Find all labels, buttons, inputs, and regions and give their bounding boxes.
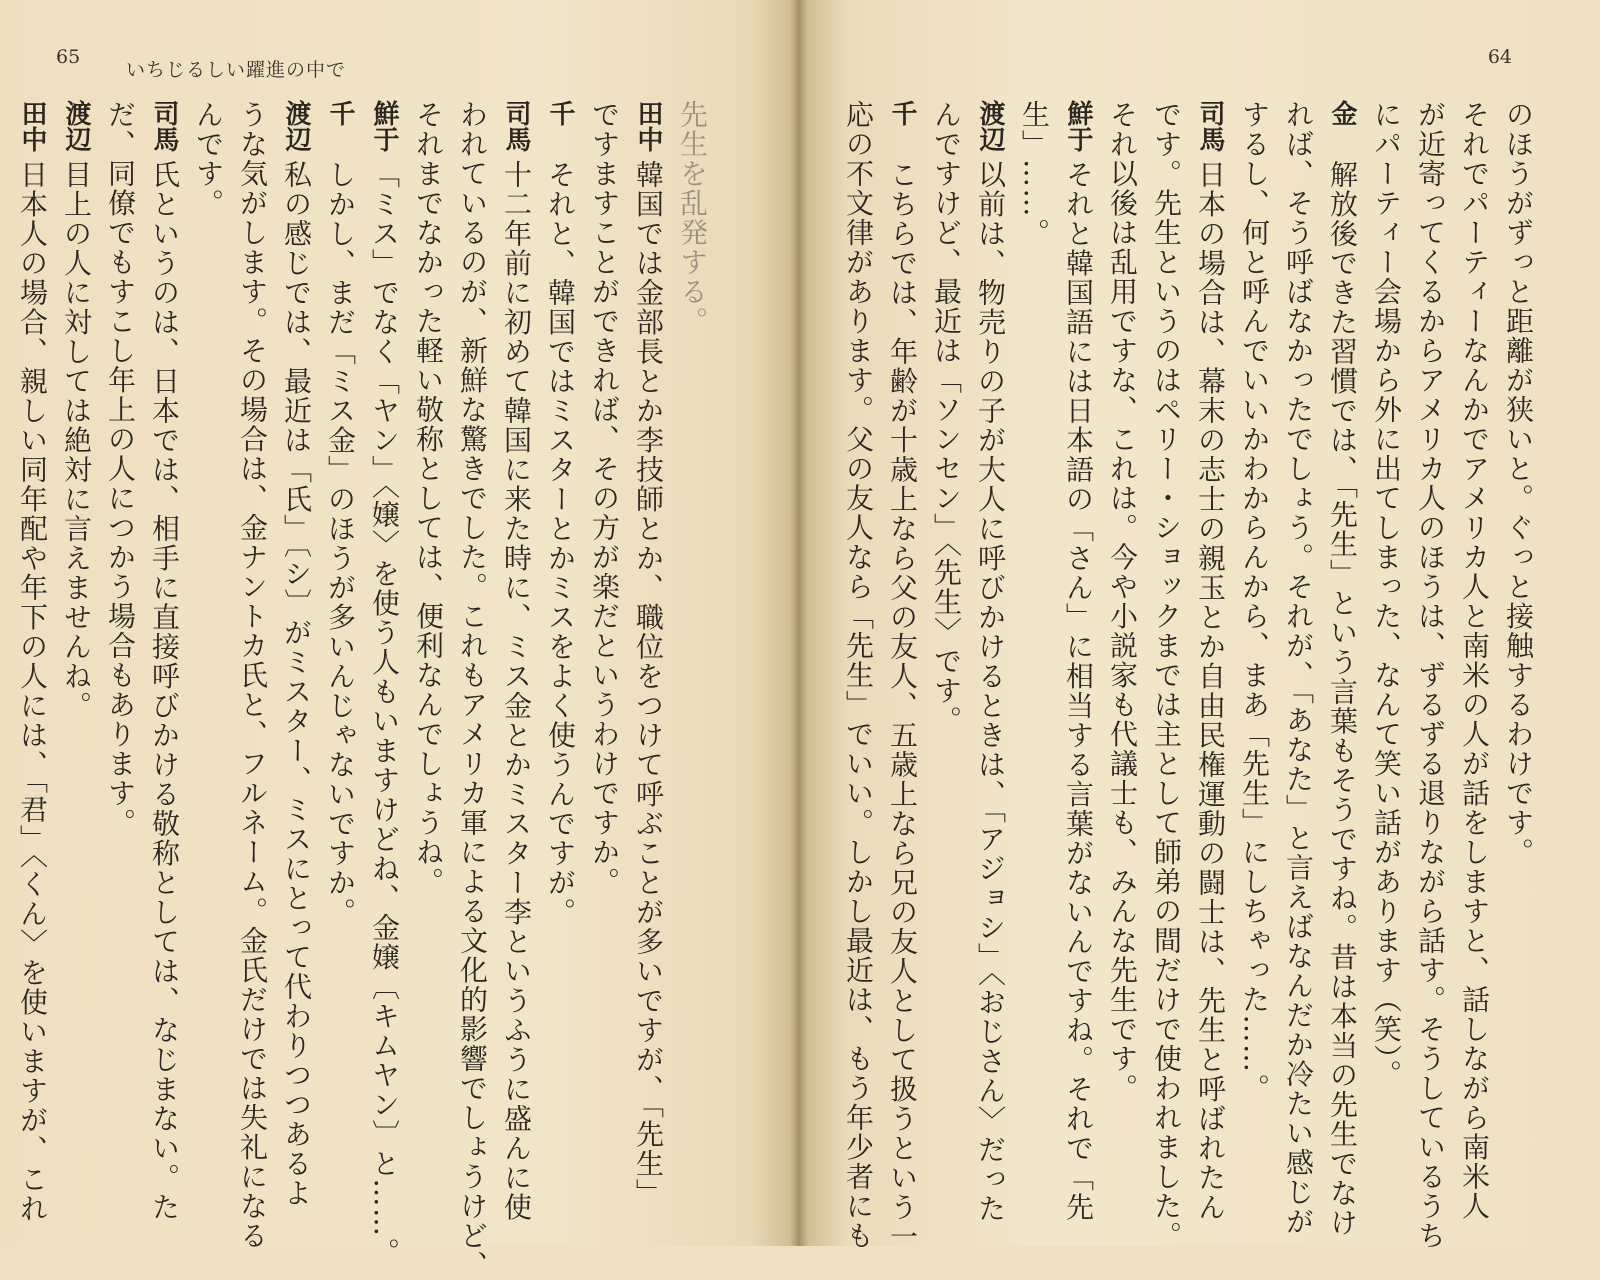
text-line	[406, 100, 450, 1215]
text-line	[10, 100, 54, 1224]
speaker-label: 鮮于	[1063, 100, 1093, 152]
text-line	[1452, 100, 1496, 1221]
line-text: うな気がします。その場合は、金ナントカ氏と、フルネーム。金氏だけでは失礼になる	[236, 100, 269, 1251]
line-text: 「ミス」でなく「ヤン」〈嬢〉を使う人もいますけどね、金嬢〔キムヤン〕と……。	[368, 160, 401, 1267]
line-text: それと韓国語には日本語の「さん」に相当する言葉がないんですね。それで「先	[1062, 160, 1095, 1222]
speaker-label: 金	[1327, 100, 1357, 126]
line-text: 目上の人に対しては絶対に言えませんね。	[60, 160, 93, 721]
text-line	[670, 100, 714, 1215]
speaker-label: 千	[887, 100, 917, 126]
page-number: 64	[1487, 46, 1512, 68]
text-line	[142, 100, 186, 1222]
text-line	[538, 100, 582, 1215]
text-line	[450, 100, 494, 1280]
line-text: 十二年前に初めて韓国に来た時に、ミス金とかミスター李というふうに盛んに使	[500, 160, 533, 1222]
line-text: れば、そう呼ばなかったでしょう。それが、「あなた」と言えばなんだか冷たい感じが	[1282, 100, 1315, 1237]
running-title: いちじるしい躍進の中で	[126, 59, 347, 81]
line-text: それ以後は乱用ですな、これは。今や小説家も代議士も、みんな先生です。	[1106, 100, 1139, 1103]
line-text: 生」……。	[1018, 100, 1051, 248]
line-text: のほうがずっと距離が狭いと。ぐっと接触するわけです。	[1502, 100, 1535, 867]
text-line	[1188, 100, 1232, 1222]
line-text: それと、韓国ではミスターとかミスをよく使うんですが。	[544, 160, 577, 927]
text-line	[318, 100, 362, 1215]
line-text: 日本人の場合、親しい同年配や年下の人には、「君」〈くん〉を使いますが、これ	[16, 160, 49, 1224]
text-line	[186, 100, 230, 1215]
line-text: こちらでは、年齢が十歳上なら父の友人、五歳上なら兄の友人として扱うという一	[886, 160, 919, 1252]
text-line	[1408, 100, 1452, 1251]
text-line	[1320, 100, 1364, 1238]
line-text: 日本の場合は、幕末の志士の親玉とか自由民権運動の闘士は、先生と呼ばれたん	[1194, 160, 1227, 1222]
speaker-label: 司馬	[1195, 100, 1225, 152]
line-text: んですけど、最近は「ソンセン」〈先生〉です。	[930, 100, 963, 735]
line-text: 氏というのは、日本では、相手に直接呼びかける敬称としては、なじまない。た	[148, 160, 181, 1222]
text-line	[230, 100, 274, 1251]
line-text: しかし、まだ「ミス金」のほうが多いんじゃないですか。	[324, 160, 357, 927]
speaker-label: 鮮于	[369, 100, 399, 152]
text-line	[98, 100, 142, 1215]
line-text: 以前は、物売りの子が大人に呼びかけるときは、「アジョシ」〈おじさん〉だった	[974, 160, 1007, 1224]
line-text: するし、何と呼んでいいかわからんから、まあ「先生」にしちゃった……。	[1238, 100, 1271, 1103]
line-text: 私の感じでは、最近は「氏」〔シ〕がミスター、ミスにとって代わりつつあるよ	[280, 160, 313, 1208]
text-line	[1276, 100, 1320, 1237]
right-page-text	[840, 100, 1540, 1252]
text-line	[1144, 100, 1188, 1251]
line-text: それでパーティーなんかでアメリカ人と南米の人が話をしますと、話しながら南米人	[1458, 100, 1491, 1221]
text-line	[880, 100, 924, 1252]
line-text: 韓国では金部長とか李技師とか、職位をつけて呼ぶことが多いですが、「先生」	[632, 160, 665, 1208]
text-line	[1100, 100, 1144, 1215]
line-text: が近寄ってくるからアメリカ人のほうは、ずるずる退りながら話す。そうしているうち	[1414, 100, 1447, 1251]
text-line	[54, 100, 98, 1215]
text-line	[968, 100, 1012, 1224]
line-text: にパーティー会場から外に出てしまった、なんて笑い話があります（笑）。	[1370, 100, 1403, 1089]
text-line	[1364, 100, 1408, 1215]
speaker-label: 渡辺	[61, 100, 91, 152]
right-page	[798, 0, 1600, 1252]
speaker-label: 田中	[17, 100, 47, 152]
text-line	[1496, 100, 1540, 1215]
speaker-label: 渡辺	[281, 100, 311, 152]
text-line	[836, 100, 880, 1251]
book-gutter	[790, 0, 808, 1246]
left-page	[0, 0, 798, 1280]
text-line	[1056, 100, 1100, 1222]
line-text: です。先生というのはペリー・ショックまでは主として師弟の間だけで使われました。	[1150, 100, 1183, 1251]
line-text: それまでなかった軽い敬称としては、便利なんでしょうね。	[412, 100, 445, 897]
speaker-label: 渡辺	[975, 100, 1005, 152]
text-line	[494, 100, 538, 1222]
line-text: ですますことができれば、その方が楽だというわけですか。	[588, 100, 621, 897]
text-line	[582, 100, 626, 1215]
speaker-label: 千	[545, 100, 575, 126]
line-text: だ、同僚でもすこし年上の人につかう場合もあります。	[104, 100, 137, 838]
speaker-label: 司馬	[501, 100, 531, 152]
text-line	[362, 100, 406, 1267]
text-line	[626, 100, 670, 1215]
line-text: んです。	[192, 100, 225, 218]
text-line	[1012, 100, 1056, 1215]
speaker-label: 千	[325, 100, 355, 126]
left-page-text	[16, 100, 714, 1280]
line-text: 応の不文律があります。父の友人なら「先生」でいい。しかし最近は、もう年少者にも	[842, 100, 875, 1251]
text-line	[1232, 100, 1276, 1215]
line-text: 解放後できた習慣では、「先生」という言葉もそうですね。昔は本当の先生でなけ	[1326, 160, 1359, 1238]
line-text: われているのが、新鮮な驚きでした。これもアメリカ軍による文化的影響でしょうけど、	[456, 100, 489, 1280]
text-line	[924, 100, 968, 1215]
page-number: 65	[56, 46, 81, 68]
text-line	[274, 100, 318, 1215]
speaker-label: 司馬	[149, 100, 179, 152]
speaker-label: 田中	[633, 100, 663, 152]
line-text: 先生を乱発する。	[676, 100, 709, 336]
